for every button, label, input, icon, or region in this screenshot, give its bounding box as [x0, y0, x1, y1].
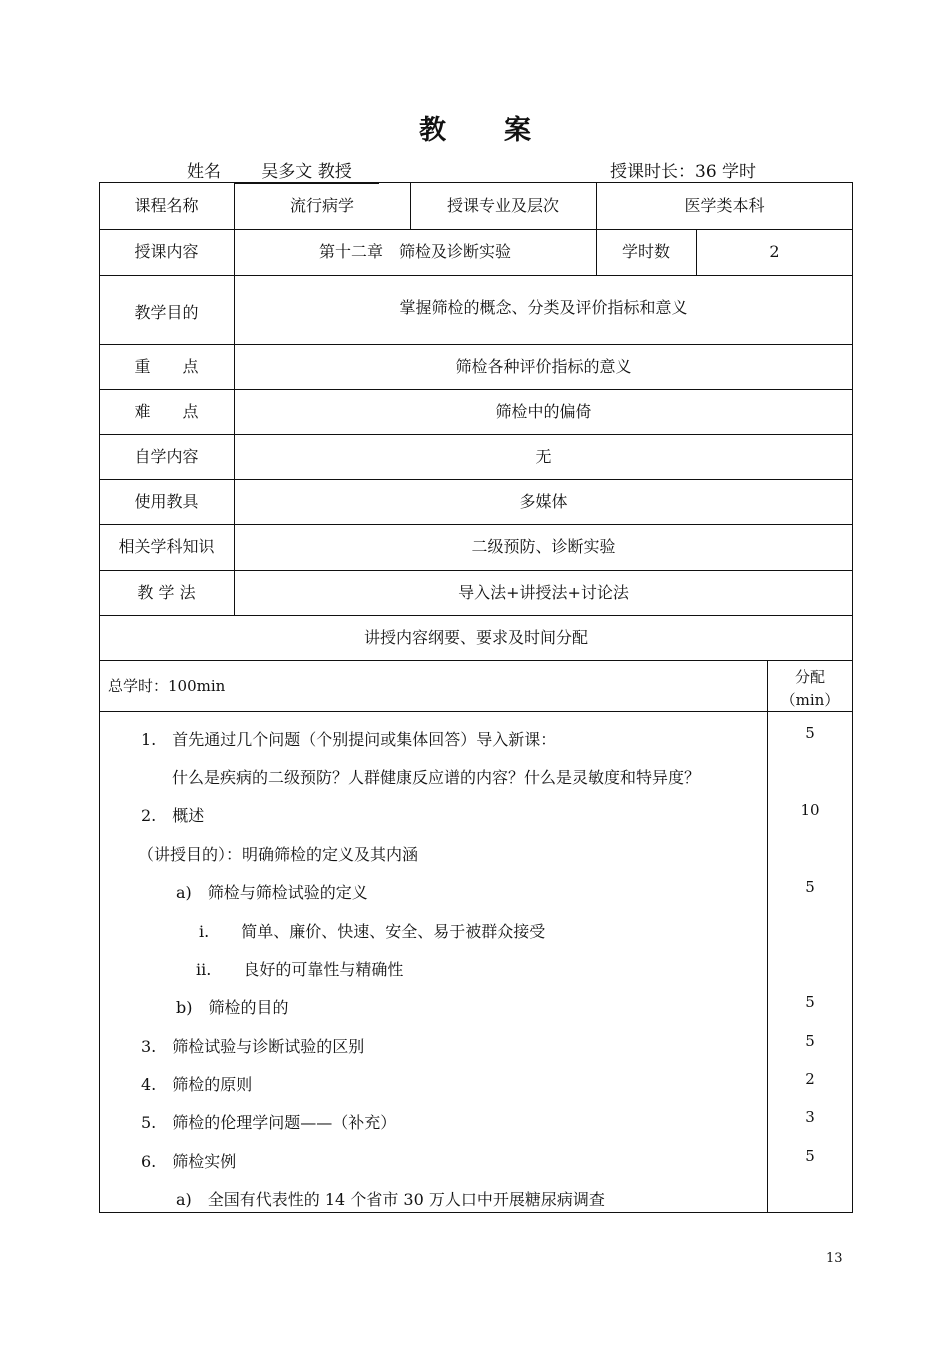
outline-minutes-9: 5: [805, 1032, 815, 1050]
lesson-content-value: 第十二章 筛检及诊断实验: [318, 242, 511, 262]
title-char-1: 教: [419, 115, 448, 146]
title-char-2: 案: [504, 115, 533, 146]
class-hours-label: 学时数: [621, 242, 670, 262]
outline-item-10: 4. 筛检的原则: [141, 1075, 253, 1094]
outline-minutes-12: 5: [805, 1147, 815, 1165]
teaching-method-label: 教 学 法: [137, 582, 196, 602]
outline-item-6: i. 简单、廉价、快速、安全、易于被群众接受: [199, 922, 546, 941]
course-name-value: 流行病学: [289, 195, 354, 215]
teaching-method-value: 导入法+讲授法+讨论法: [458, 582, 629, 602]
self-study-label: 自学内容: [134, 446, 199, 466]
outline-minutes-5: 5: [805, 878, 815, 896]
name-label: 姓名: [187, 162, 221, 182]
outline-item-7: ii. 良好的可靠性与精确性: [196, 960, 404, 979]
major-level-value: 医学类本科: [684, 195, 765, 215]
teaching-tools-value: 多媒体: [519, 491, 568, 511]
outline-item-13: a) 全国有代表性的 14 个省市 30 万人口中开展糖尿病调查: [176, 1190, 605, 1209]
duration-text: 授课时长：36 学时: [610, 162, 757, 182]
lesson-content-label: 授课内容: [134, 242, 199, 262]
allocation-header-1: 分配: [794, 668, 825, 686]
total-hours-label: 总学时：100min: [108, 676, 226, 695]
outline-item-5: a) 筛检与筛检试验的定义: [176, 883, 368, 902]
outline-minutes-11: 3: [805, 1108, 815, 1126]
teaching-goal-label: 教学目的: [134, 302, 199, 322]
outline-item-12: 6. 筛检实例: [141, 1152, 237, 1171]
outline-item-9: 3. 筛检试验与诊断试验的区别: [141, 1037, 365, 1056]
outline-minutes-3: 10: [800, 801, 820, 819]
difficulties-value: 筛检中的偏倚: [495, 401, 592, 421]
self-study-value: 无: [535, 446, 552, 466]
outline-minutes-10: 2: [805, 1070, 815, 1088]
allocation-header-2: （min）: [780, 691, 840, 709]
outline-item-2: 什么是疾病的二级预防？人群健康反应谱的内容？什么是灵敏度和特异度？: [172, 768, 701, 787]
outline-minutes-1: 5: [805, 724, 815, 742]
outline-minutes-8: 5: [805, 993, 815, 1011]
page-title: [0, 108, 952, 148]
related-knowledge-label: 相关学科知识: [118, 537, 215, 557]
page-number: 13: [826, 1251, 843, 1266]
outline-item-11: 5. 筛检的伦理学问题——（补充）: [141, 1113, 397, 1132]
outline-item-3: 2. 概述: [141, 806, 205, 825]
name-value: 吴多文 教授: [234, 157, 379, 184]
related-knowledge-value: 二级预防、诊断实验: [471, 537, 616, 557]
teaching-tools-label: 使用教具: [134, 491, 199, 511]
major-level-label: 授课专业及层次: [446, 195, 559, 215]
outline-item-8: b) 筛检的目的: [176, 998, 289, 1017]
key-points-label: 重 点: [134, 356, 199, 376]
row-divider: [99, 711, 853, 712]
outline-item-4: （讲授目的）：明确筛检的定义及其内涵: [138, 845, 419, 864]
course-name-label: 课程名称: [134, 195, 199, 215]
teaching-goal-value: 掌握筛检的概念、分类及评价指标和意义: [399, 298, 688, 317]
outline-item-1: 1. 首先通过几个问题（个别提问或集体回答）导入新课：: [141, 730, 557, 749]
key-points-value: 筛检各种评价指标的意义: [455, 356, 632, 376]
class-hours-value: 2: [769, 242, 780, 262]
outline-header: 讲授内容纲要、要求及时间分配: [363, 627, 588, 647]
col-divider: [767, 660, 768, 1213]
difficulties-label: 难 点: [134, 401, 199, 421]
